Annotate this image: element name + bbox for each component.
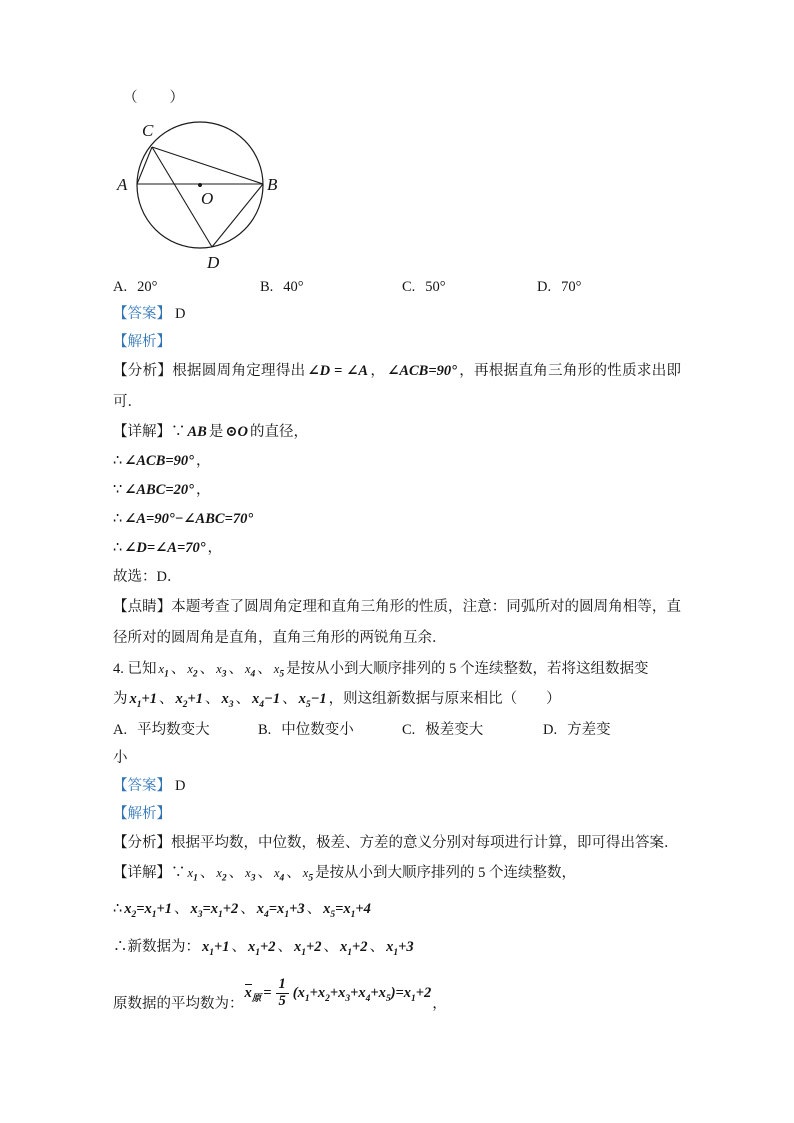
question4-stem-line-2: 为 $x_1+1$ 、 $x_2+1$ 、 $x_3$ 、 $x_4-1$ 、 $x_5-1$ ，则这组新数据与原来相比（ ）	[113, 691, 561, 710]
question4-answer-line	[113, 772, 681, 800]
question4-average-formula-line: 原数据的平均数为： $x_原$ = $\frac{1}{5}$ $(x_1+x_2+x_3+x_4+x_5)=x_1+2$ ，	[113, 975, 447, 1012]
question4-detail-line-1: 【详解】∵ $x_1$ 、 $x_2$ 、 $x_3$ 、 $x_4$ 、 $x_5$ 是按从小到大顺序排列的 5 个连续整数，	[113, 865, 577, 884]
question3-detail-line-3: ∵ ∠ABC=20° ，	[113, 482, 211, 498]
point-label-C: C	[142, 121, 154, 140]
option-d	[543, 716, 611, 744]
option-b-text: 40°	[283, 279, 304, 295]
answer-value: D	[175, 778, 186, 794]
point-label-O: O	[201, 189, 214, 208]
option-c-text: 50°	[425, 279, 446, 295]
option-a	[113, 274, 157, 300]
circle-diagram-svg	[113, 118, 293, 270]
page-content	[113, 86, 681, 1016]
analysis-label: 【解析】	[113, 334, 171, 350]
question3-conclusion-line: 故选：D．	[113, 569, 182, 585]
question3-analysis-paragraph: 【分析】根据圆周角定理得出 ∠D = ∠A ， ∠ACB=90° ，再根据直角三角形的性质求出即可．	[113, 363, 682, 410]
chord-CB	[152, 147, 263, 184]
option-d-label: D.	[537, 279, 552, 295]
option-c-text: 极差变大	[425, 722, 484, 738]
question4-detail-line-2: ∴ $x_2=x_1+1$ 、 $x_3=x_1+2$ 、 $x_4=x_1+3$ 、 $x_5=x_1+4$	[113, 901, 371, 920]
option-a-label: A.	[113, 279, 128, 295]
question3-answer-line	[113, 300, 681, 328]
option-a-label: A.	[113, 722, 128, 738]
option-b-label: B.	[260, 279, 274, 295]
question3-detail-line-4: ∴ ∠A=90°−∠ABC=70°	[113, 511, 254, 527]
option-a-text: 20°	[137, 279, 158, 295]
option-b	[260, 274, 304, 300]
question3-stem-blank-parens: （ ）	[123, 90, 185, 106]
circle-figure	[113, 118, 681, 270]
option-d-label: D.	[543, 722, 558, 738]
option-d	[537, 274, 581, 300]
question3-detail-line-2: ∴ ∠ACB=90° ，	[113, 453, 211, 469]
question4-analysis-paragraph: 【分析】根据平均数，中位数，极差、方差的意义分别对每项进行计算，即可得出答案．	[113, 835, 679, 851]
answer-label: 【答案】	[113, 778, 171, 794]
option-c	[402, 716, 483, 744]
option-b	[258, 716, 354, 744]
analysis-label: 【解析】	[113, 806, 171, 822]
option-b-label: B.	[258, 722, 272, 738]
option-c-label: C.	[402, 279, 416, 295]
question3-options-row	[113, 274, 681, 300]
question4-options-row	[113, 716, 681, 772]
option-d-text: 70°	[561, 279, 582, 295]
option-c	[402, 274, 446, 300]
option-d-text-line2: 小	[113, 750, 128, 766]
question3-detail-line-5: ∴ ∠D=∠A=70° ，	[113, 540, 222, 556]
question3-detail-line-1: 【详解】∵ AB 是 ⊙O 的直径，	[113, 424, 308, 440]
option-d-text-line1: 方差变	[567, 722, 611, 738]
option-b-text: 中位数变小	[281, 722, 354, 738]
answer-value: D	[175, 306, 186, 322]
center-point-O	[198, 183, 202, 187]
point-label-D: D	[207, 253, 220, 270]
point-label-A: A	[117, 175, 128, 194]
question4-detail-line-3: ∴新数据为： $x_1+1$ 、 $x_1+2$ 、 $x_1+2$ 、 $x_1+2$ 、 $x_1+3$	[113, 939, 414, 958]
question3-tip-paragraph: 【点睛】本题考查了圆周角定理和直角三角形的性质，注意：同弧所对的圆周角相等，直径所对的圆周角是直角，直角三角形的两锐角互余．	[113, 599, 681, 646]
question4-analysis-label-line	[113, 800, 681, 828]
answer-label: 【答案】	[113, 306, 171, 322]
option-a	[113, 716, 210, 744]
chord-CA	[137, 147, 152, 184]
question3-analysis-label-line	[113, 328, 681, 356]
question4-stem-line-1: 4. 已知 $x_1$ 、 $x_2$ 、 $x_3$ 、 $x_4$ 、 $x_5$ 是按从小到大顺序排列的 5 个连续整数，若将这组数据变	[113, 661, 649, 680]
point-label-B: B	[267, 175, 278, 194]
option-a-text: 平均数变大	[137, 722, 210, 738]
option-c-label: C.	[402, 722, 416, 738]
